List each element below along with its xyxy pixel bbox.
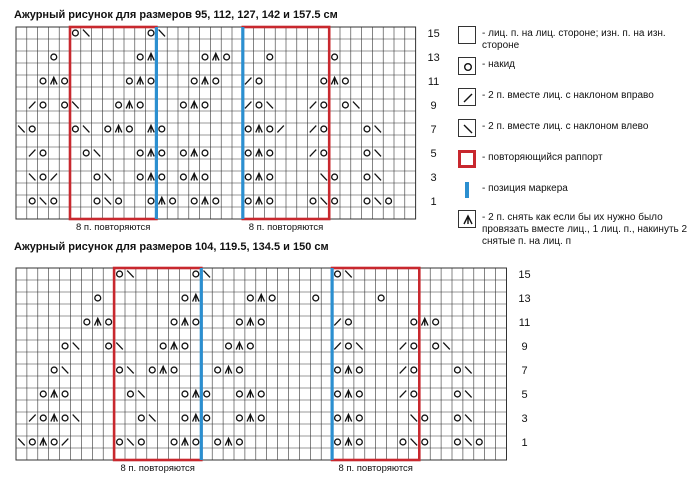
row-number-label: 1	[521, 437, 528, 450]
repeat-label: 8 п. повторяются	[248, 222, 324, 233]
empty-square-icon	[458, 26, 476, 44]
row-number-label: 7	[521, 365, 528, 378]
chart-title-2: Ажурный рисунок для размеров 104, 119.5, 134.5 и 150 см	[14, 241, 329, 253]
row-number-label: 15	[427, 28, 440, 41]
repeat-label: 8 п. повторяются	[120, 463, 195, 474]
row-number-label: 11	[518, 317, 531, 330]
legend-label: - 2 п. вместе лиц. с наклоном влево	[482, 121, 649, 132]
row-number-label: 15	[518, 269, 531, 282]
legend-label: - 2 п. вместе лиц. с наклоном вправо	[482, 90, 654, 101]
chart-grid-group	[16, 268, 531, 474]
row-number-label: 5	[521, 389, 528, 402]
row-number-label: 13	[518, 293, 531, 306]
row-number-label: 11	[427, 76, 440, 89]
legend-label: - 2 п. снять как если бы их нужно было провязать вместе лиц., 1 лиц. п., накинуть 2 снятые п. на лиц. п	[482, 212, 688, 247]
central-double-decrease-icon	[458, 210, 476, 228]
row-number-label: 7	[430, 124, 437, 137]
marker-line-icon	[458, 181, 476, 199]
k2tog-icon	[458, 88, 476, 106]
repeat-label: 8 п. повторяются	[338, 463, 413, 474]
row-number-label: 5	[430, 148, 437, 161]
row-number-label: 9	[430, 100, 437, 113]
legend-label: - накид	[482, 59, 515, 70]
yarn-over-icon	[458, 57, 476, 75]
legend-label: - повторяющийся раппорт	[482, 152, 603, 163]
row-number-label: 9	[521, 341, 528, 354]
legend-label: - позиция маркера	[482, 183, 568, 194]
ssk-icon	[458, 119, 476, 137]
row-number-label: 3	[430, 172, 437, 185]
row-number-label: 3	[521, 413, 528, 426]
row-number-label: 13	[427, 52, 440, 65]
legend-label: - лиц. п. на лиц. стороне; изн. п. на изн. стороне	[482, 28, 666, 51]
repeat-label: 8 п. повторяются	[75, 222, 151, 233]
chart-title-1: Ажурный рисунок для размеров 95, 112, 127, 142 и 157.5 см	[14, 9, 338, 21]
row-number-label: 1	[430, 196, 437, 209]
repeat-box-icon	[458, 150, 476, 168]
